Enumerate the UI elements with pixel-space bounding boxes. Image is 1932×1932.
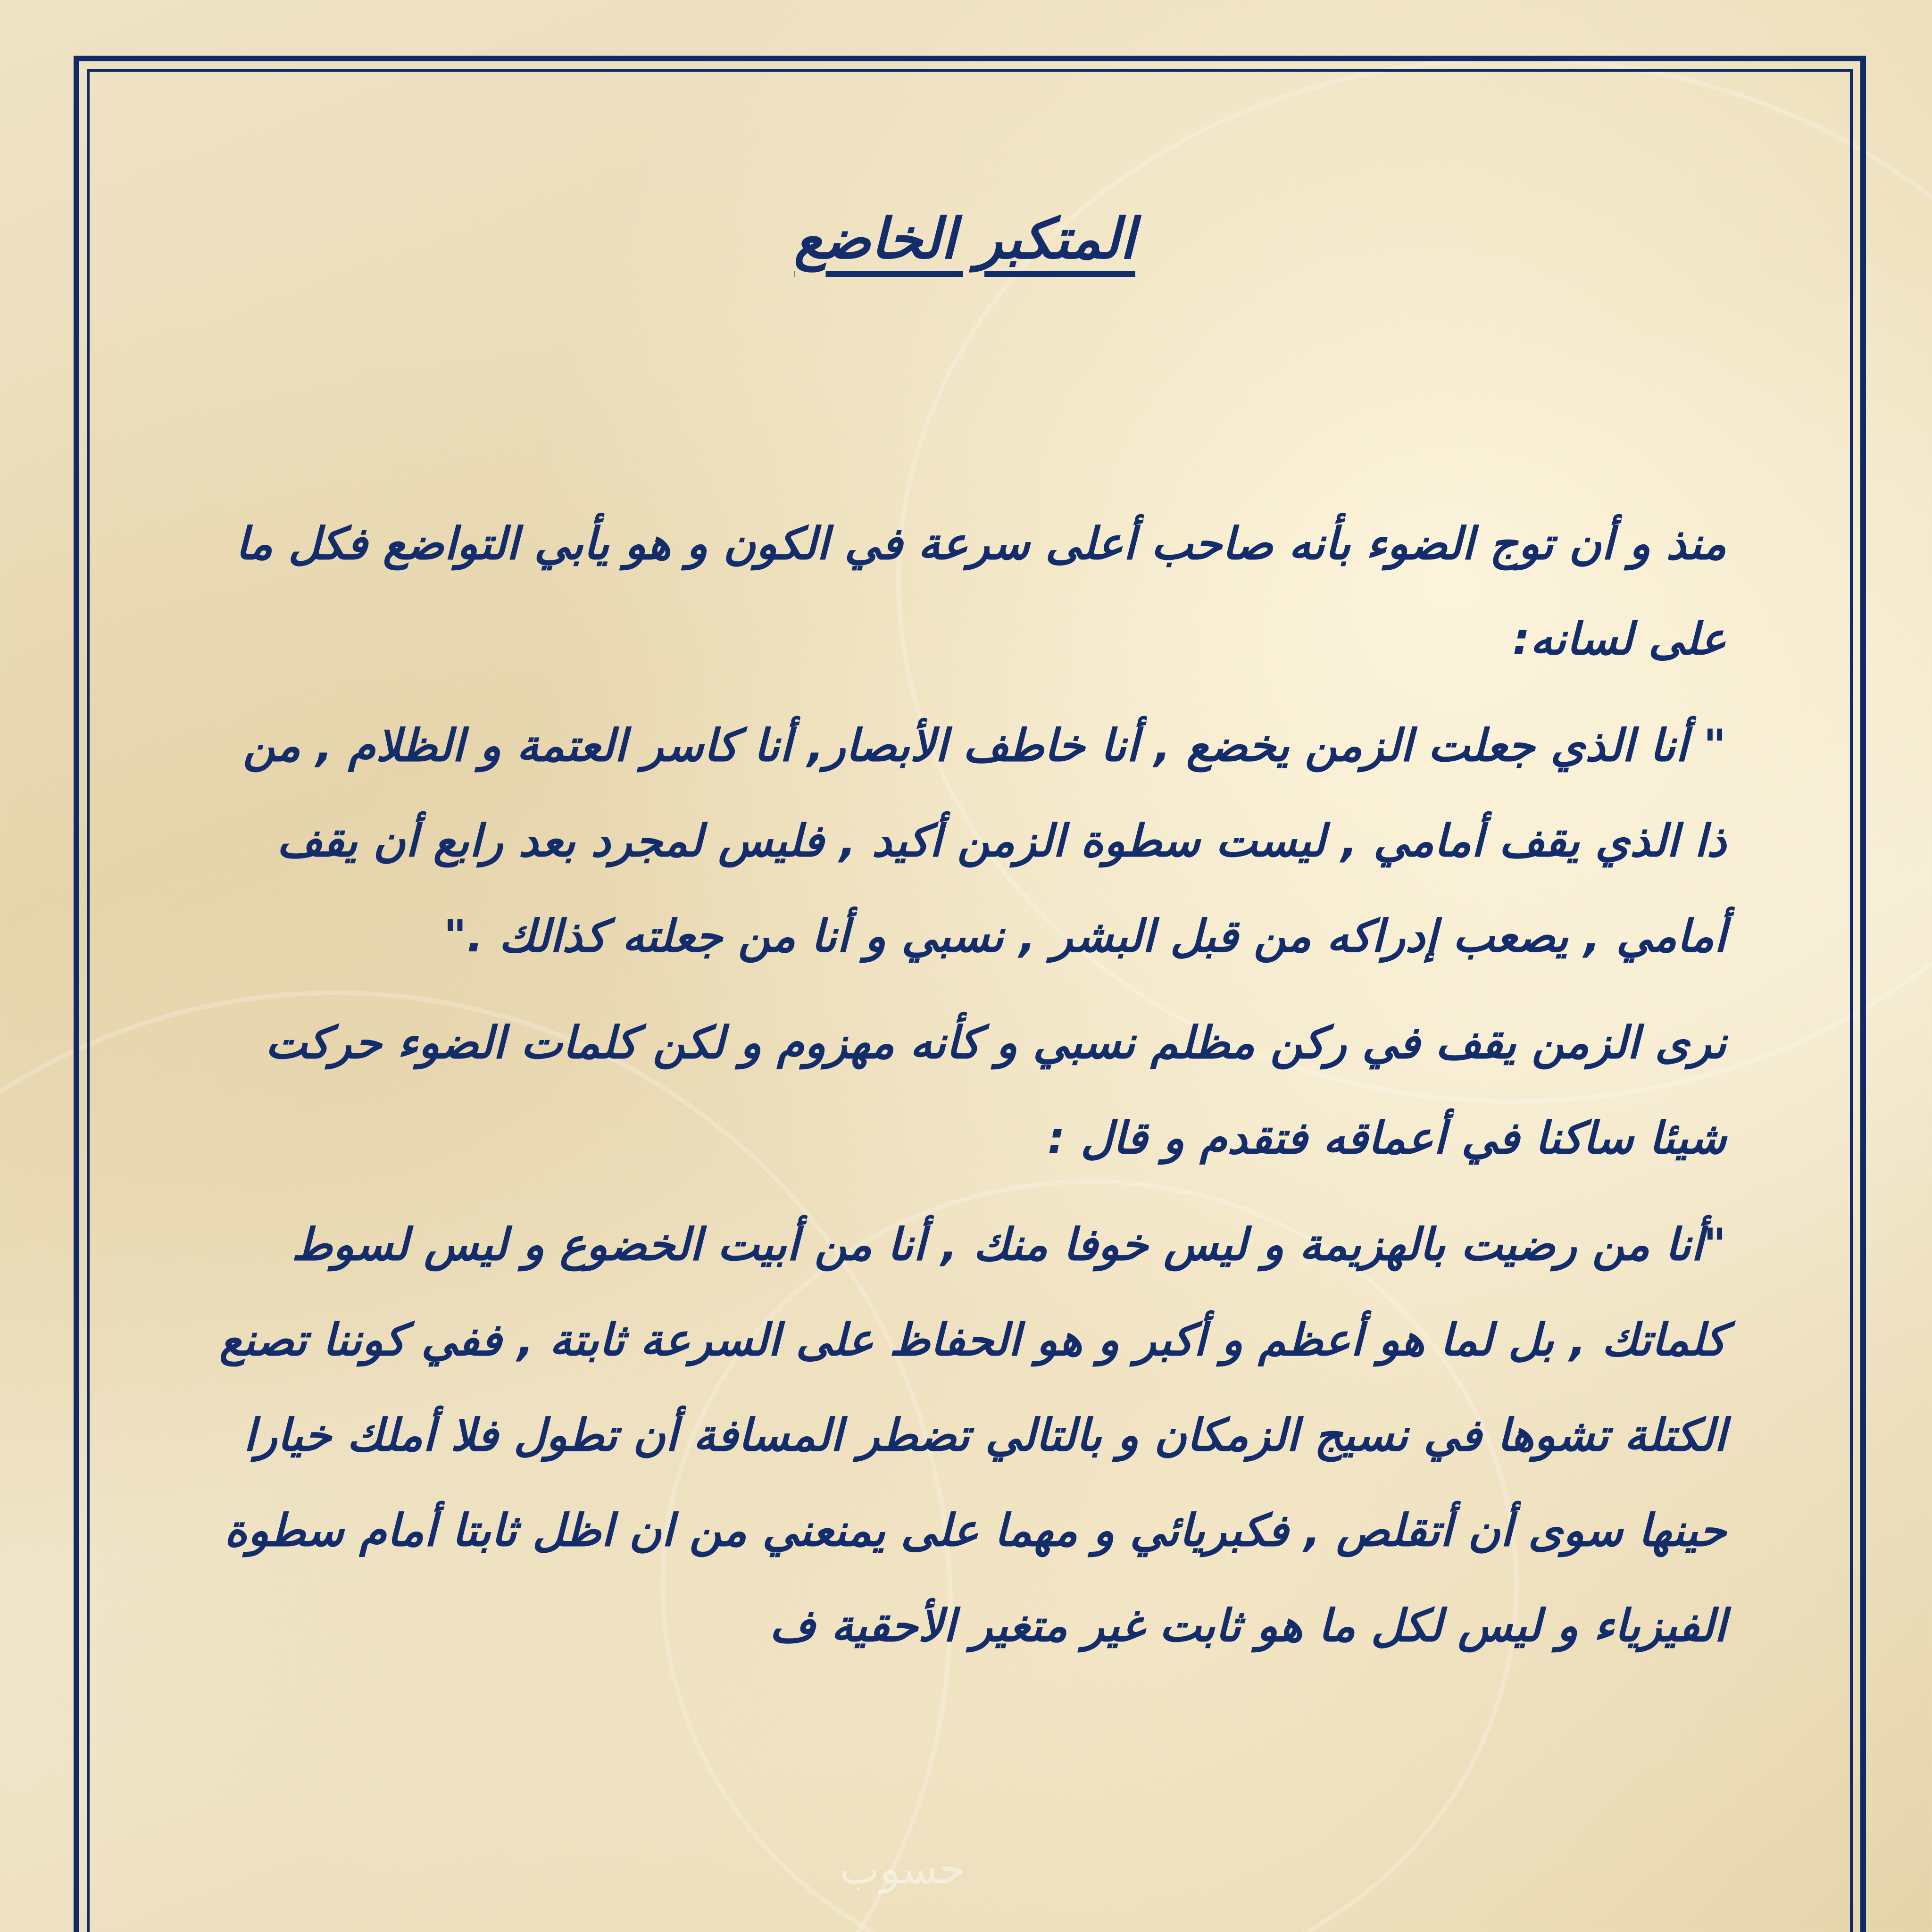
paragraph-time-response: نرى الزمن يقف في ركن مظلم نسبي و كأنه مهزوم و لكن كلمات الضوء حركت شيئا ساكنا في أعماقه فتقدم و قال : — [265, 1017, 1726, 1165]
paragraph-light-quote: " أنا الذي جعلت الزمن يخضع , أنا خاطف الأبصار, أنا كاسر العتمة و الظلام , من ذا الذي يقف أمامي , ليست سطوة الزمن أكيد , فليس لمجرد بعد رابع أن يقف أمامي , يصعب إدراكه من قبل البشر , نسبي و أنا من جعلته كذالك ." — [243, 720, 1726, 963]
document-body — [203, 203, 1726, 1685]
paragraph-time-quote: "أنا من رضيت بالهزيمة و ليس خوفا منك , أنا من أبيت الخضوع و ليس لسوط كلماتك , بل لما هو أعظم و أكبر و هو الحفاظ على السرعة ثابتة , ففي كوننا تصنع الكتلة تشوها في نسيج الزمكان و بالتالي تضطر المسافة أن تطول فلا أملك خيارا حينها سوى أن أتقلص , فكبريائي و مهما على يمنعني من ان اظل ثابتا أمام سطوة الفيزياء و ليس لكل ما هو ثابت غير متغير الأحقية ف — [219, 1219, 1726, 1652]
document-title: المتكبر الخاضع — [794, 206, 1135, 271]
watermark-logo: حسوب — [840, 1844, 966, 1894]
paragraph-intro: منذ و أن توج الضوء بأنه صاحب أعلى سرعة في الكون و هو يأبي التواضع فكل ما على لسانه: — [235, 518, 1726, 666]
